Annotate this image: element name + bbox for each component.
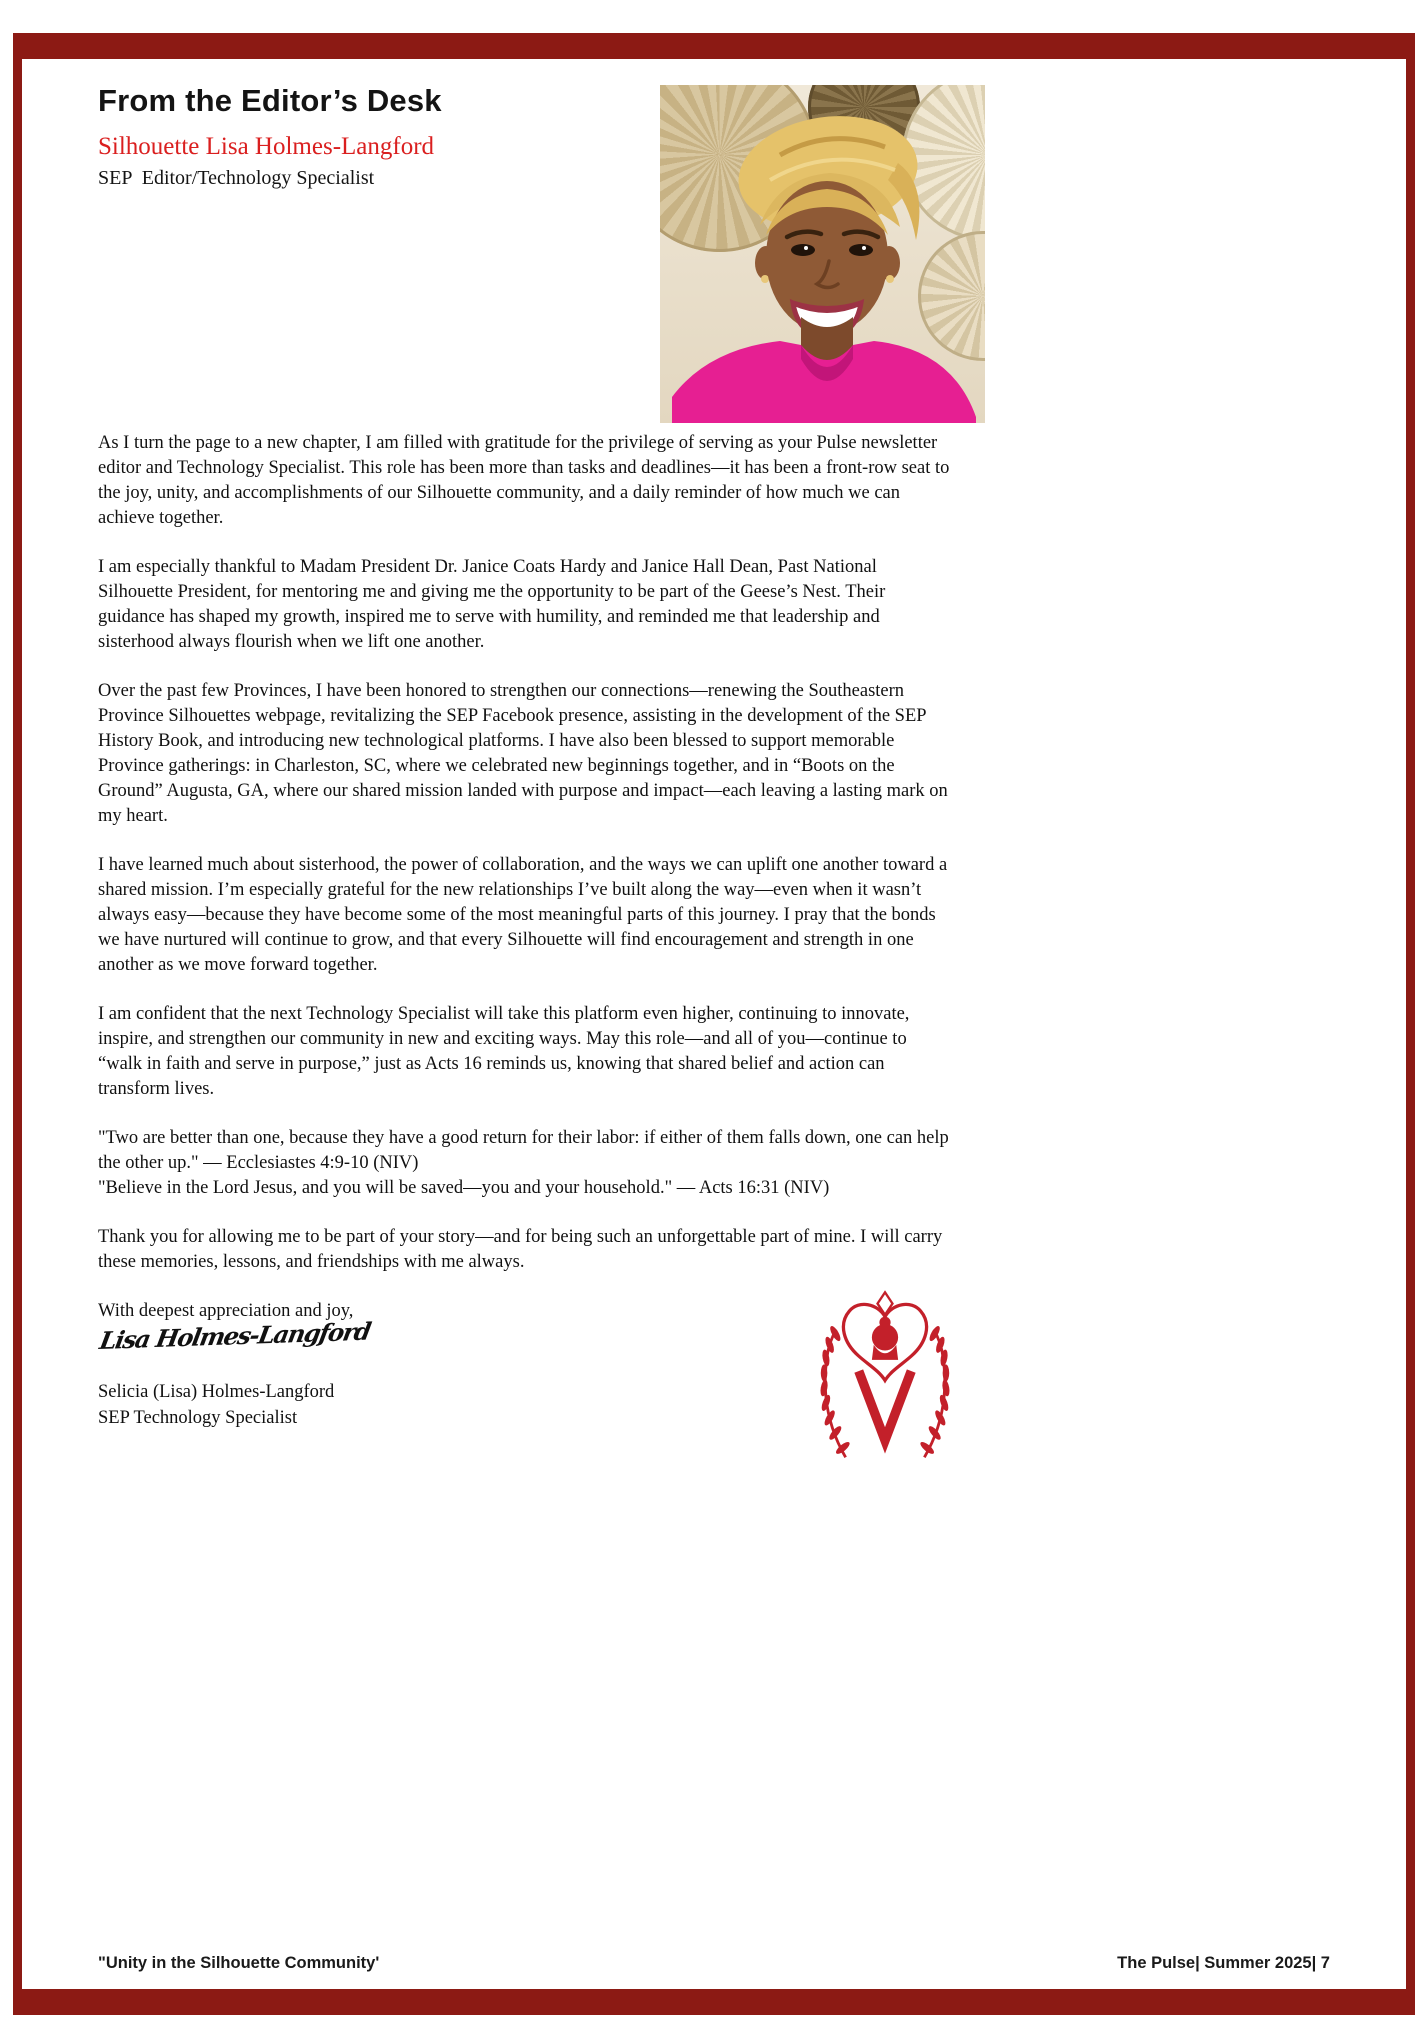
editor-photo: [660, 85, 985, 423]
body-paragraph: I have learned much about sisterhood, the power of collaboration, and the ways we can uplift one another toward a shared mission. I’m especially grateful for the new relationships I’ve built along the way—even when it wasn’t always easy—because they have become some of the most meaningful parts of this journey. I pray that the bonds we have nurtured will continue to grow, and that every Silhouette will find encouragement and strength in one another as we move forward together.: [98, 855, 948, 975]
closing-name: Selicia (Lisa) Holmes-Langford: [98, 1382, 335, 1402]
body-paragraph: Over the past few Provinces, I have been honored to strengthen our connections—renewing the Southeastern Province Silhouettes webpage, revitalizing the SEP Facebook presence, assisting in the development of the SEP History Book, and introducing new technological platforms. I have also been blessed to support memorable Province gatherings: in Charleston, SC, where we celebrated new beginnings together, and in “Boots on the Ground” Augusta, GA, where our shared mission landed with purpose and impact—each leaving a lasting mark on my heart.: [98, 681, 948, 826]
closing-title: SEP Technology Specialist: [98, 1408, 298, 1428]
handwritten-signature: Lisa Holmes-Langford: [97, 1316, 373, 1355]
footer-page-info: The Pulse| Summer 2025| 7: [1117, 1954, 1330, 1972]
body-paragraph: As I turn the page to a new chapter, I am filled with gratitude for the privilege of serving as your Pulse newsletter editor and Technology Specialist. This role has been more than tasks and deadlines—it has been a front-row seat to the joy, unity, and accomplishments of our Silhouette community, and a daily reminder of how much we can achieve together.: [98, 433, 950, 528]
silhouette-crest-logo: [810, 1287, 960, 1472]
valediction: With deepest appreciation and joy,: [98, 1301, 354, 1321]
footer-motto: "Unity in the Silhouette Community': [98, 1954, 380, 1972]
body-paragraph: I am especially thankful to Madam President Dr. Janice Coats Hardy and Janice Hall Dean, Past National Silhouette President, for mentoring me and giving me the opportunity to be part of the Geese’s Nest. Their guidance has shaped my growth, inspired me to serve with humility, and reminded me that leadership and sisterhood always flourish when we lift one another.: [98, 557, 886, 652]
page-frame: [13, 33, 1415, 2015]
footer: [98, 1954, 1330, 1973]
header: [98, 83, 442, 190]
body-paragraph: I am confident that the next Technology Specialist will take this platform even higher, continuing to innovate, inspire, and strengthen our community in new and exciting ways. May this role—and all of you—continue to “walk in faith and serve in purpose,” just as Acts 16 reminds us, knowing that shared belief and action can transform lives.: [98, 1004, 910, 1099]
letter-body: [98, 431, 954, 1431]
author-name: Silhouette Lisa Holmes-Langford: [98, 133, 435, 160]
editor-portrait-illustration: [660, 85, 985, 423]
body-paragraph: Thank you for allowing me to be part of your story—and for being such an unforgettable part of mine. I will carry these memories, lessons, and friendships with me always.: [98, 1227, 943, 1272]
author-role: SEP Editor/Technology Specialist: [98, 167, 375, 189]
page-title: From the Editor’s Desk: [98, 83, 442, 118]
scripture-quote: "Two are better than one, because they have a good return for their labor: if either of them falls down, one can help the other up." — Ecclesiastes 4:9-10 (NIV): [98, 1128, 949, 1173]
scripture-quote: "Believe in the Lord Jesus, and you will be saved—you and your household." — Acts 16:31 (NIV): [98, 1178, 830, 1198]
